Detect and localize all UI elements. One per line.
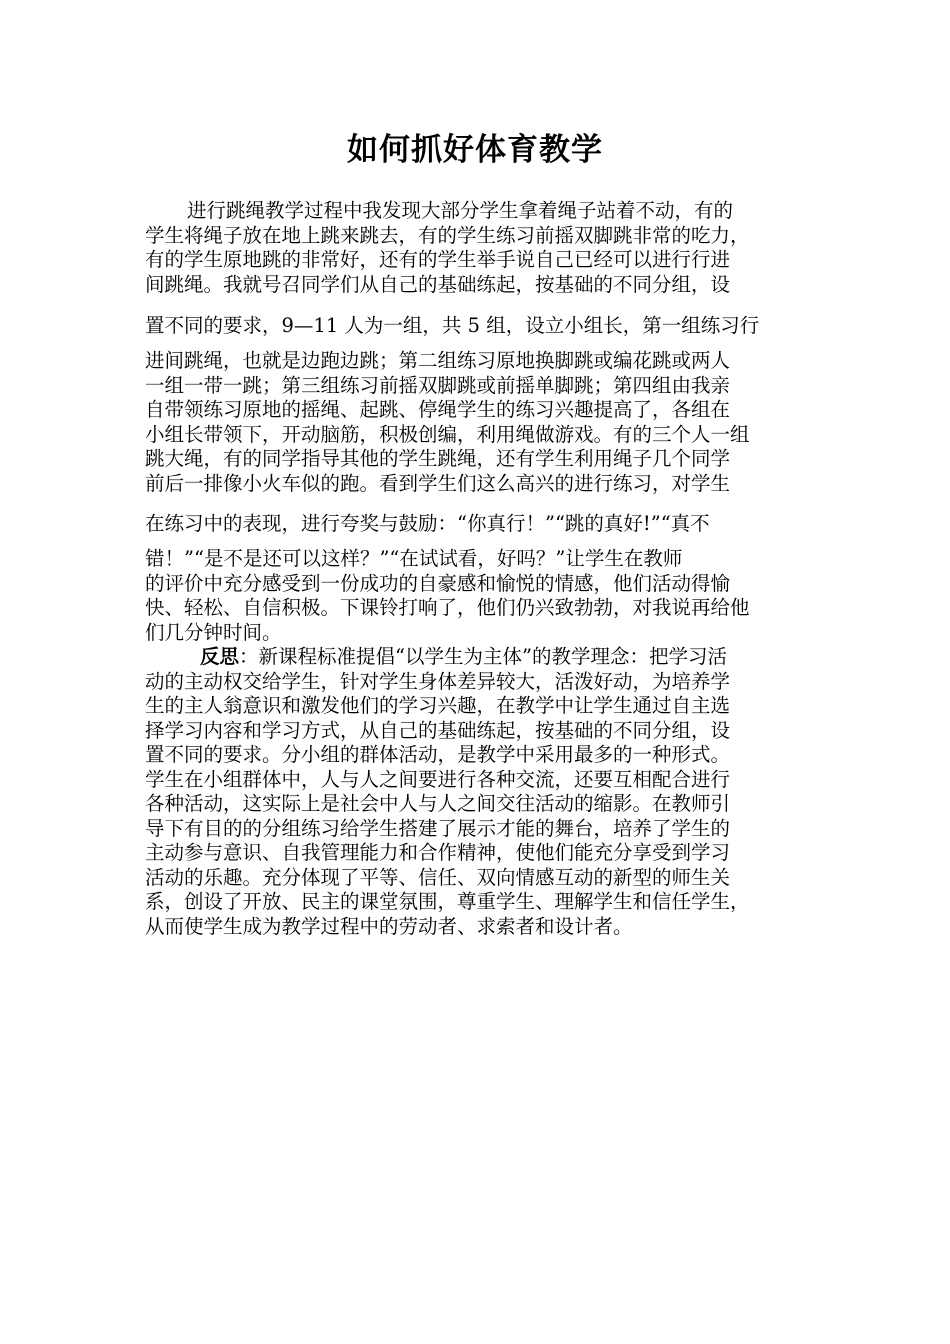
text-line: 快、轻松、自信积极。下课铃打响了，他们仍兴致勃勃，对我说再给他 — [145, 596, 750, 619]
text-line — [145, 645, 810, 670]
text-line: 错！”“是不是还可以这样？”“在试试看，好吗？”让学生在教师 — [145, 547, 683, 570]
text-line: 择学习内容和学习方式，从自己的基础练起，按基础的不同分组，设 — [145, 718, 731, 742]
text-line: 生的主人翁意识和激发他们的学习兴趣，在教学中让学生通过自主选 — [145, 694, 731, 717]
text-line: 跳大绳，有的同学指导其他的学生跳绳，还有学生利用绳子几个同学 — [145, 447, 731, 470]
text-line: 自带领练习原地的摇绳、起跳、停绳学生的练习兴趣提高了，各组在 — [145, 398, 731, 421]
text-line: 进间跳绳，也就是边跑边跳；第二组练习原地换脚跳或编花跳或两人 — [145, 349, 731, 372]
text-line: 有的学生原地跳的非常好，还有的学生举手说自己已经可以进行行进 — [145, 248, 731, 271]
paragraph-1-cont-c — [145, 512, 810, 537]
text-line: 主动参与意识、自我管理能力和合作精神，使他们能充分享受到学习 — [145, 841, 731, 864]
paragraph-1-cont-a — [145, 314, 810, 339]
text-line: 前后一排像小火车似的跑。看到学生们这么高兴的进行练习，对学生 — [145, 471, 731, 495]
text-line: 置不同的要求，9—11 人为一组，共 5 组，设立小组长，第一组练习行 — [145, 314, 760, 337]
text-line: 置不同的要求。分小组的群体活动，是教学中采用最多的一种形式。 — [145, 743, 731, 766]
paragraph-1-cont-b — [145, 349, 810, 496]
paragraph-2 — [145, 645, 810, 939]
paragraph-1 — [145, 199, 810, 297]
text-line: 各种活动，这实际上是社会中人与人之间交往活动的缩影。在教师引 — [145, 792, 731, 815]
text-line: 一组一带一跳；第三组练习前摇双脚跳或前摇单脚跳；第四组由我亲 — [145, 373, 731, 397]
text-line: 从而使学生成为教学过程中的劳动者、求索者和设计者。 — [145, 914, 633, 938]
text-line: 学生将绳子放在地上跳来跳去，有的学生练习前摇双脚跳非常的吃力， — [145, 223, 750, 247]
text-line: 在练习中的表现，进行夸奖与鼓励：“你真行！”“跳的真好!”“真不 — [145, 512, 710, 535]
text-line: 们几分钟时间。 — [145, 620, 282, 644]
text-line: 间跳绳。我就号召同学们从自己的基础练起，按基础的不同分组，设 — [145, 272, 731, 296]
document-title: 如何抓好体育教学 — [347, 132, 603, 168]
reflection-text: ：新课程标准提倡“以学生为主体”的教学理念：把学习活 — [239, 645, 727, 668]
text-line: 的评价中充分感受到一份成功的自豪感和愉悦的情感，他们活动得愉 — [145, 571, 731, 595]
text-line: 进行跳绳教学过程中我发现大部分学生拿着绳子站着不动，有的 — [187, 199, 734, 222]
text-line: 学生在小组群体中，人与人之间要进行各种交流，还要互相配合进行 — [145, 767, 731, 791]
text-line: 活动的乐趣。充分体现了平等、信任、双向情感互动的新型的师生关 — [145, 865, 731, 889]
text-line: 系，创设了开放、民主的课堂氛围，尊重学生、理解学生和信任学生， — [145, 890, 750, 913]
text-line: 导下有目的的分组练习给学生搭建了展示才能的舞台，培养了学生的 — [145, 816, 731, 840]
paragraph-1-cont-d — [145, 547, 810, 645]
text-line: 小组长带领下，开动脑筋，积极创编，利用绳做游戏。有的三个人一组 — [145, 422, 750, 446]
text-line: 动的主动权交给学生，针对学生身体差异较大，活泼好动，为培养学 — [145, 669, 731, 693]
reflection-label: 反思 — [200, 645, 240, 668]
